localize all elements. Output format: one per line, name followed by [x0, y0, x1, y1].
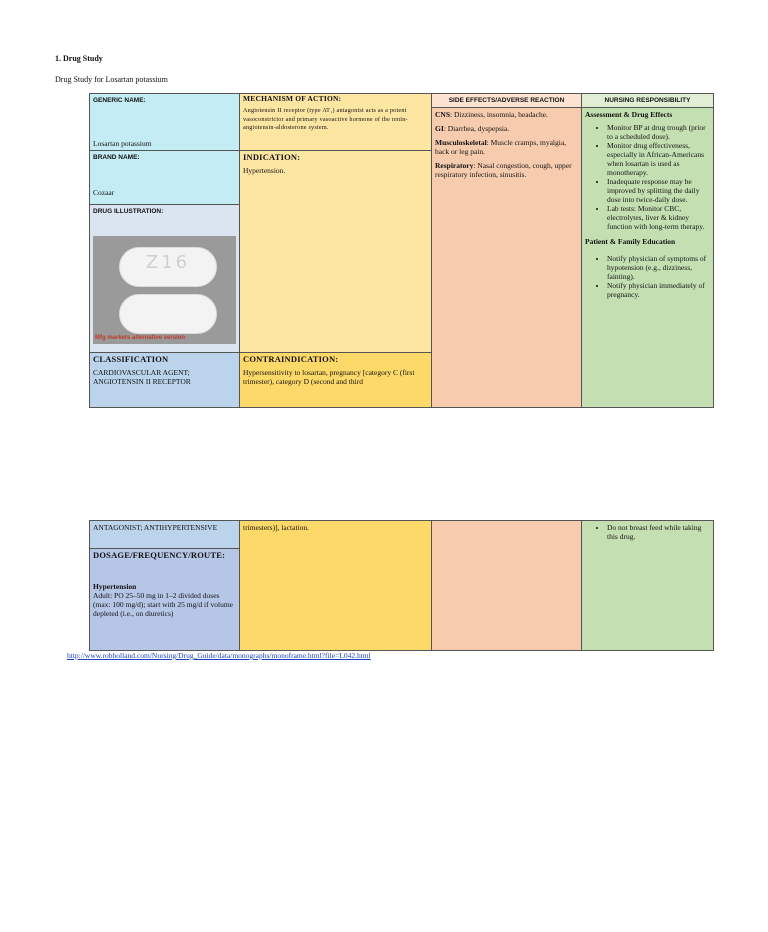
contraindication-label: CONTRAINDICATION: — [243, 354, 339, 364]
se-gi-label: GI — [435, 124, 444, 133]
image-caption: Mfg markets alternative version — [95, 335, 186, 341]
drug-study-table-page1 — [89, 93, 714, 408]
se-cns-text: : Dizziness, insomnia, headache. — [450, 110, 548, 119]
dosage-cell — [90, 549, 240, 651]
generic-name-label: GENERIC NAME: — [90, 94, 240, 108]
pill-front — [119, 247, 217, 287]
contraindication-cell — [240, 353, 432, 408]
contraindication-text: Hypersensitivity to losartan, pregnancy [category C (first trimester), category D (second and third — [243, 368, 415, 386]
brand-name-label: BRAND NAME: — [93, 154, 140, 161]
education-list-cont — [585, 523, 710, 541]
education-list — [585, 254, 710, 299]
indication-cell — [240, 151, 432, 353]
generic-name-value: Losartan potassium — [90, 108, 240, 151]
nursing-header: NURSING RESPONSIBILITY — [582, 94, 714, 108]
list-item: • Monitor BP at drug trough (prior to a scheduled dose). — [607, 123, 710, 141]
nursing-cont-cell — [582, 521, 714, 651]
list-item: • Notify physician immediately of pregnancy. — [607, 281, 710, 299]
se-musc-label: Musculoskeletal — [435, 138, 487, 147]
assessment-list — [585, 123, 710, 231]
se-musc-text: : Muscle cramps, myalgia, back or leg pain. — [435, 138, 567, 156]
brand-name-value: Cozaar — [93, 188, 115, 197]
classification-label: CLASSIFICATION — [93, 354, 169, 364]
mechanism-label: MECHANISM OF ACTION: — [243, 94, 342, 103]
dosage-label: DOSAGE/FREQUENCY/ROUTE: — [93, 550, 226, 560]
classification-cell — [90, 353, 240, 408]
se-resp-label: Respiratory — [435, 161, 474, 170]
assessment-label: Assessment & Drug Effects — [585, 110, 673, 119]
illustration-label: DRUG ILLUSTRATION: — [93, 208, 164, 215]
list-item: • Monitor drug effectiveness, especially in African-Americans when losartan is used as monotherapy. — [607, 141, 710, 177]
side-effects-cont — [432, 521, 582, 651]
education-label: Patient & Family Education — [585, 237, 676, 246]
indication-text: Hypertension. — [243, 166, 286, 175]
nursing-cell — [582, 108, 714, 408]
section-subheading: Drug Study for Losartan potassium — [55, 75, 168, 84]
section-heading: 1. Drug Study — [55, 54, 103, 63]
illustration-cell — [90, 205, 240, 353]
side-effects-cell — [432, 108, 582, 408]
list-item: • Notify physician of symptoms of hypotension (e.g., dizziness, fainting). — [607, 254, 710, 281]
se-resp-text: : Nasal congestion, cough, upper respiratory infection, sinusitis. — [435, 161, 572, 179]
se-gi-text: : Diarrhea, dyspepsia. — [443, 124, 510, 133]
reference-link[interactable]: http://www.robholland.com/Nursing/Drug_Guide/data/monographs/monoframe.html?file=L042.html — [67, 651, 371, 660]
drug-study-table-page2 — [89, 520, 714, 651]
classification-text: CARDIOVASCULAR AGENT; ANGIOTENSIN II RECEPTOR — [93, 368, 191, 386]
se-cns-label: CNS — [435, 110, 451, 119]
list-item: • Lab tests: Monitor CBC, electrolytes, liver & kidney function with long-term therapy. — [607, 204, 710, 231]
list-item: • Inadequate response may be improved by splitting the daily dose into twice-daily dose. — [607, 177, 710, 204]
dosage-subheading: Hypertension — [93, 582, 137, 591]
indication-label: INDICATION: — [243, 152, 301, 162]
brand-name-cell — [90, 151, 240, 205]
classification-cont: ANTAGONIST; ANTIHYPERTENSIVE — [90, 521, 240, 549]
drug-image — [93, 236, 236, 344]
pill-back — [119, 294, 217, 334]
mechanism-text: Angiotensin II receptor (type AT₁) antagonist acts as a potent vasoconstrictor and primary vasoactive hormone of the renin-angiotensin-aldosterone system. — [243, 107, 408, 131]
list-item: • Do not breast feed while taking this drug. — [607, 523, 710, 541]
contraindication-cont: trimesters)], lactation. — [240, 521, 432, 651]
pill-imprint: Z16 — [145, 252, 191, 273]
dosage-text: Adult: PO 25–50 mg in 1–2 divided doses (max: 100 mg/d); start with 25 mg/d if volume depleted (i.e., on diuretics) — [93, 591, 233, 618]
mechanism-cell — [240, 94, 432, 151]
side-effects-header: SIDE EFFECTS/ADVERSE REACTION — [432, 94, 582, 108]
